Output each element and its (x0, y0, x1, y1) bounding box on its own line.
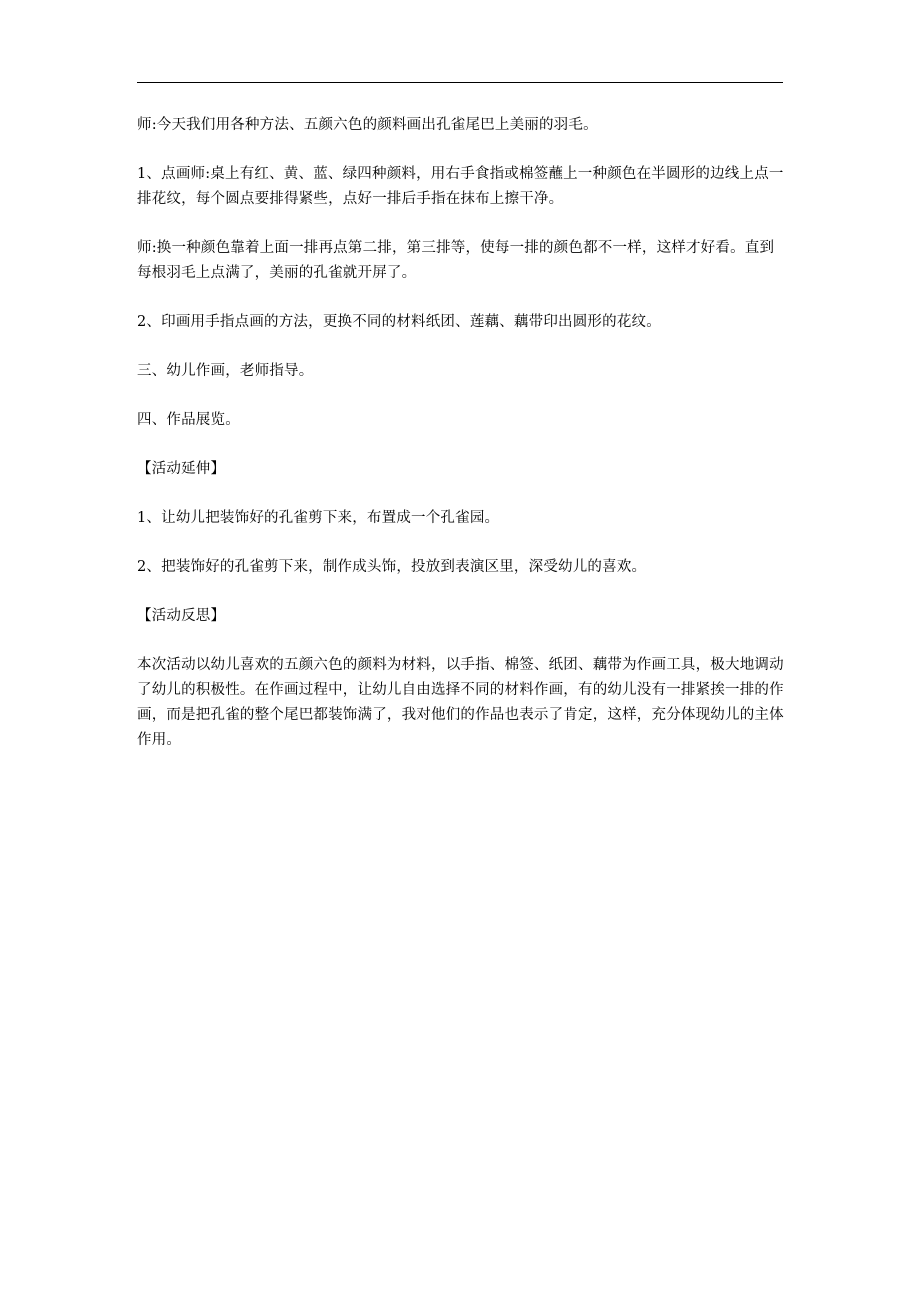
section-heading-extension: 【活动延伸】 (137, 461, 226, 477)
paragraph-reflection: 本次活动以幼儿喜欢的五颜六色的颜料为材料，以手指、棉签、纸团、藕带为作画工具，极大地调动了幼儿的积极性。在作画过程中，让幼儿自由选择不同的材料作画，有的幼儿没有一排紧挨一排的作画，而是把孔雀的整个尾巴都装饰满了，我对他们的作品也表示了肯定，这样，充分体现幼儿的主体作用。 (137, 657, 784, 748)
paragraph-teacher-intro: 师:今天我们用各种方法、五颜六色的颜料画出孔雀尾巴上美丽的羽毛。 (137, 117, 598, 133)
paragraph-dot-painting: 1、点画师:桌上有红、黄、蓝、绿四种颜料，用右手食指或棉签蘸上一种颜色在半圆形的边线上点一排花纹，每个圆点要排得紧些，点好一排后手指在抹布上擦干净。 (137, 166, 784, 207)
paragraph-exhibition: 四、作品展览。 (137, 412, 240, 428)
section-heading-reflection: 【活动反思】 (137, 608, 226, 624)
paragraph-extension-1: 1、让幼儿把装饰好的孔雀剪下来，布置成一个孔雀园。 (137, 510, 500, 526)
paragraph-children-painting: 三、幼儿作画，老师指导。 (137, 363, 314, 379)
header-rule (137, 82, 783, 83)
paragraph-extension-2: 2、把装饰好的孔雀剪下来，制作成头饰，投放到表演区里，深受幼儿的喜欢。 (137, 559, 647, 575)
paragraph-teacher-change-color: 师:换一种颜色靠着上面一排再点第二排，第三排等，使每一排的颜色都不一样，这样才好看。直到每根羽毛上点满了，美丽的孔雀就开屏了。 (137, 240, 775, 281)
paragraph-print-painting: 2、印画用手指点画的方法，更换不同的材料纸团、莲藕、藕带印出圆形的花纹。 (137, 314, 661, 330)
document-body (137, 113, 787, 753)
